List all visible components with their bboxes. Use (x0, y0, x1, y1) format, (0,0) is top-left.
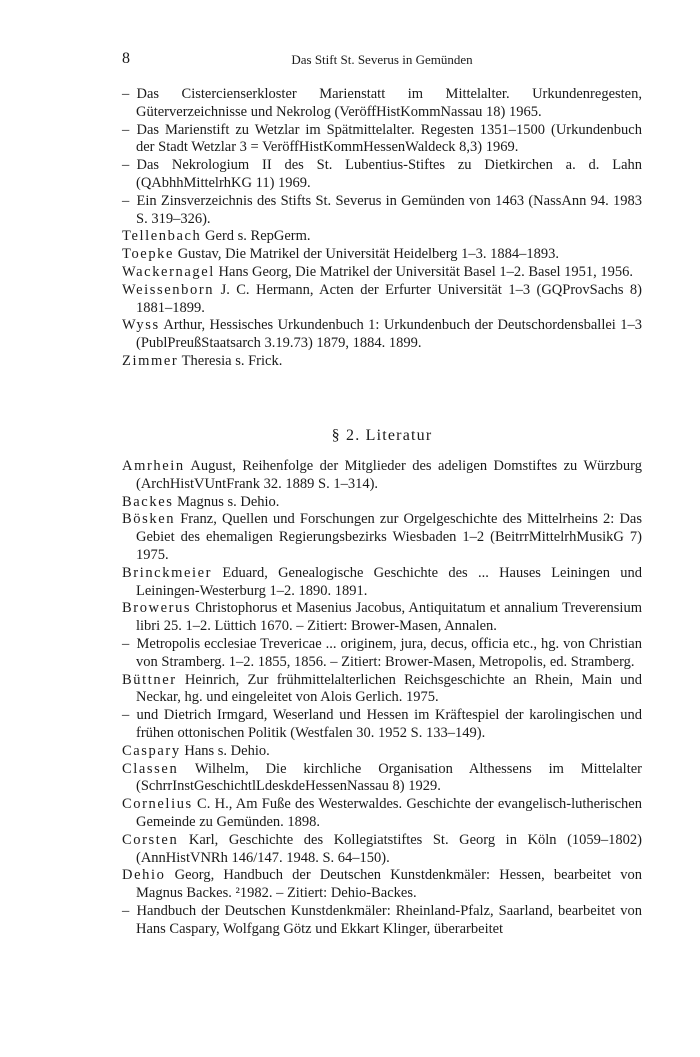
entry-text: August, Reihenfolge der Mitglieder des adeligen Domstiftes zu Würzburg (ArchHistVUntFrank 32. 1889 S. 1–314). (136, 458, 642, 492)
bibliography-entry (122, 157, 642, 193)
entry-text: Wilhelm, Die kirchliche Organisation Althessens im Mittelalter (SchrrInstGeschichtlLdeskdeHessenNassau 8) 1929. (136, 760, 642, 795)
entry-text: Gustav, Die Matrikel der Universität Heidelberg 1–3. 1884–1893. (174, 246, 560, 263)
bibliography-entry (122, 903, 642, 939)
bibliography-entry (122, 282, 642, 318)
bibliography-entry (122, 636, 642, 672)
entry-author: Dehio (122, 867, 166, 884)
entry-author: Wackernagel (122, 263, 215, 280)
entry-text: Das Marienstift zu Wetzlar im Spätmittelalter. Regesten 1351–1500 (Urkundenbuch der Stadt Wetzlar 3 = VeröffHistKommHessenWaldeck 8,3) 1969. (136, 121, 642, 156)
bibliography-entry (122, 761, 642, 797)
bibliography-entry (122, 707, 642, 743)
entry-author: Classen (122, 760, 179, 777)
entry-text: Theresia s. Frick. (178, 352, 283, 369)
entry-author: Browerus (122, 600, 192, 617)
entry-text: Ein Zinsverzeichnis des Stifts St. Severus in Gemünden von 1463 (NassAnn 94. 1983 S. 319–326). (136, 192, 642, 227)
entry-text: Eduard, Genealogische Geschichte des ... Hauses Leiningen und Leiningen-Westerburg 1–2. 1890. 1891. (136, 564, 642, 599)
entry-author: Backes (122, 493, 174, 510)
page-header (122, 50, 642, 70)
entry-text: Handbuch der Deutschen Kunstdenkmäler: Rheinland-Pfalz, Saarland, bearbeitet von Hans Caspary, Wolfgang Götz und Ekkart Klinger, überarbeitet (136, 902, 642, 937)
entry-author: Toepke (122, 246, 175, 263)
entry-text: Hans s. Dehio. (180, 742, 270, 759)
bibliography-entry (122, 193, 642, 229)
entry-text: Christophorus et Masenius Jacobus, Antiquitatum et annalium Treverensium libri 25. 1–2. Lüttich 1670. – Zitiert: Brower-Masen, Annalen. (136, 600, 642, 635)
entry-text: Gerd s. RepGerm. (201, 228, 311, 245)
entry-text: Metropolis ecclesiae Trevericae ... originem, jura, decus, officia etc., hg. von Christian von Stramberg. 1–2. 1855, 1856. – Zitiert: Brower-Masen, Metropolis, ed. Stramberg. (136, 635, 642, 670)
entry-author: Caspary (122, 742, 181, 759)
page-number: 8 (122, 50, 130, 67)
bibliography-entry (122, 264, 642, 282)
bibliography-entry (122, 743, 642, 761)
entry-text: J. C. Hermann, Acten der Erfurter Universität 1–3 (GQProvSachs 8) 1881–1899. (136, 281, 642, 316)
entry-dash: – (122, 707, 130, 724)
entry-author: Büttner (122, 671, 177, 688)
entry-dash: – (122, 86, 130, 102)
bibliography-entry (122, 511, 642, 564)
bibliography-entry (122, 122, 642, 158)
bibliography-entry (122, 494, 642, 512)
entry-text: Arthur, Hessisches Urkundenbuch 1: Urkundenbuch der Deutschordensballei 1–3 (PublPreußStaatsarch 3.19.73) 1879, 1884. 1899. (136, 317, 642, 352)
entry-author: Brinckmeier (122, 564, 213, 581)
entry-text: Franz, Quellen und Forschungen zur Orgelgeschichte des Mittelrheins 2: Das Gebiet des ehemaligen Regierungsbezirks Wiesbaden 1–2 (BeitrrMittelrhMusikG 7) 1975. (136, 511, 642, 563)
entry-text: C. H., Am Fuße des Westerwaldes. Geschichte der evangelisch-lutherischen Gemeinde zu Gemünden. 1898. (136, 796, 642, 830)
entry-dash: – (122, 192, 130, 209)
bibliography-entry (122, 600, 642, 636)
running-title: Das Stift St. Severus in Gemünden (291, 52, 473, 67)
entry-author: Corsten (122, 831, 179, 848)
entry-text: Heinrich, Zur frühmittelalterlichen Reichsgeschichte an Rhein, Main und Neckar, hg. und eingeleitet von Alois Gerlich. 1975. (136, 671, 642, 706)
bibliography-entry (122, 672, 642, 708)
entry-text: Karl, Geschichte des Kollegiatstiftes St. Georg in Köln (1059–1802) (AnnHistVNRh 146/147. 1948. S. 64–150). (136, 831, 642, 866)
entry-author: Wyss (122, 317, 160, 334)
entry-text: Das Cistercienserkloster Marienstatt im Mittelalter. Urkundenregesten, Güterverzeichnisse und Nekrolog (VeröffHistKommNassau 18) 1965. (136, 86, 642, 120)
entry-text: Das Nekrologium II des St. Lubentius-Stiftes zu Dietkirchen a. d. Lahn (QAbhhMittelrhKG 11) 1969. (136, 157, 642, 191)
entry-dash: – (122, 121, 130, 138)
bibliography-entry (122, 832, 642, 868)
entry-text: Magnus s. Dehio. (173, 493, 280, 510)
bibliography-entry (122, 317, 642, 353)
entry-author: Bösken (122, 511, 176, 528)
entry-author: Tellenbach (122, 228, 202, 245)
entry-author: Amrhein (122, 458, 185, 474)
bibliography-entry (122, 565, 642, 601)
source-list-continued (122, 86, 642, 371)
bibliography-entry (122, 246, 642, 264)
entry-text: Georg, Handbuch der Deutschen Kunstdenkmäler: Hessen, bearbeitet von Magnus Backes. ²1982. – Zitiert: Dehio-Backes. (136, 867, 642, 902)
bibliography-entry (122, 458, 642, 494)
entry-author: Zimmer (122, 352, 179, 369)
entry-dash: – (122, 157, 130, 174)
entry-text: Hans Georg, Die Matrikel der Universität Basel 1–2. Basel 1951, 1956. (214, 263, 634, 280)
entry-dash: – (122, 635, 130, 652)
bibliography-entry (122, 867, 642, 903)
entry-dash: – (122, 902, 130, 919)
bibliography-entry (122, 228, 642, 246)
bibliography-entry (122, 353, 642, 371)
entry-author: Weissenborn (122, 281, 215, 298)
section-heading: § 2. Literatur (331, 427, 433, 444)
bibliography-entry (122, 86, 642, 122)
bibliography-entry (122, 796, 642, 832)
entry-author: Cornelius (122, 796, 193, 813)
literature-list (122, 458, 642, 939)
entry-text: und Dietrich Irmgard, Weserland und Hessen im Kräftespiel der karolingischen und frühen ottonischen Politik (Westfalen 30. 1952 S. 133–149). (136, 707, 642, 741)
